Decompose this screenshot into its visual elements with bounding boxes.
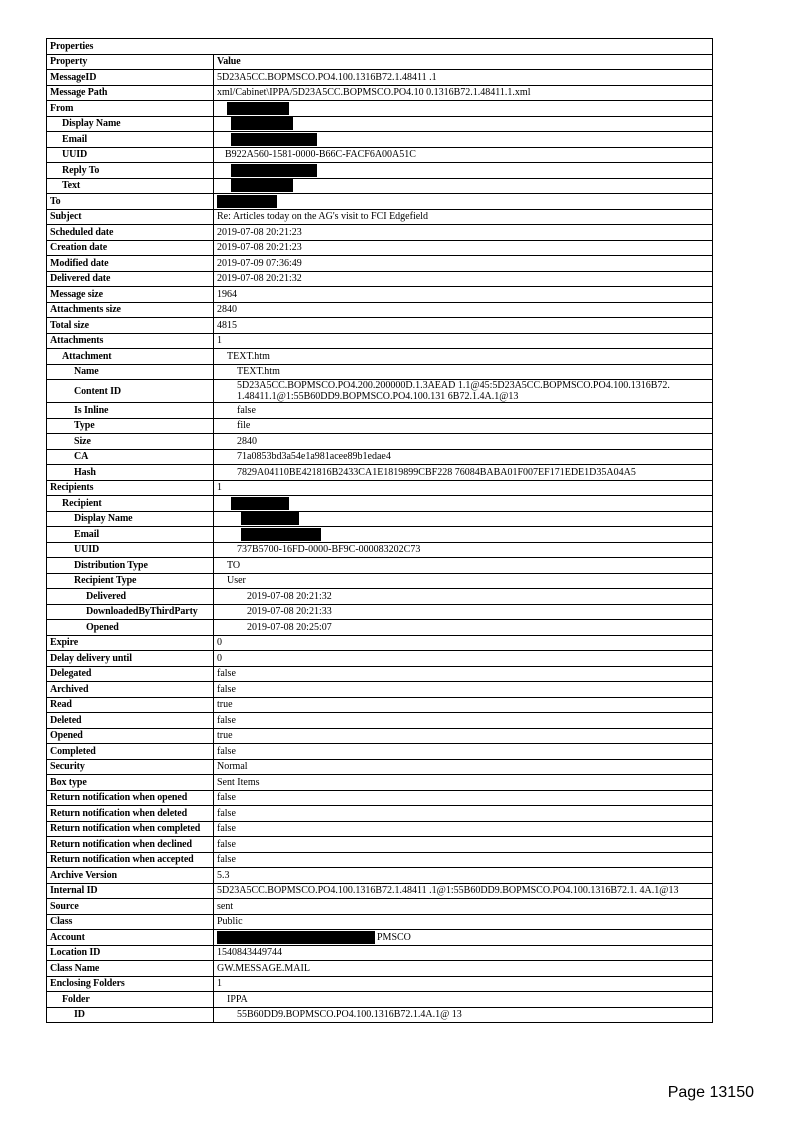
page-number: Page 13150 (667, 1084, 754, 1101)
table-row (47, 132, 713, 148)
property-value: IPPA (214, 992, 713, 1008)
table-row (47, 434, 713, 450)
table-row (47, 209, 713, 225)
table-row (47, 852, 713, 868)
redaction-bar (231, 133, 317, 146)
property-name: Location ID (47, 945, 214, 961)
property-name: Email (47, 527, 214, 543)
property-value: file (214, 418, 713, 434)
table-row (47, 713, 713, 729)
property-value: 5D23A5CC.BOPMSCO.PO4.100.1316B72.1.48411 .1 (214, 70, 713, 86)
property-name: Hash (47, 465, 214, 481)
property-value: 5D23A5CC.BOPMSCO.PO4.200.200000D.1.3AEAD 1.1@45:5D23A5CC.BOPMSCO.PO4.100.1316B72. 1.48411.1@1:55B60DD9.BOPMSCO.PO4.100.131 6B72.1.4A.1@13 (214, 380, 713, 403)
property-name: Creation date (47, 240, 214, 256)
property-name: Delay delivery until (47, 651, 214, 667)
table-row (47, 651, 713, 667)
property-value: 0 (214, 635, 713, 651)
table-row (47, 85, 713, 101)
redaction-bar (217, 195, 277, 208)
property-name: Expire (47, 635, 214, 651)
property-name: Modified date (47, 256, 214, 272)
property-value: User (214, 573, 713, 589)
property-name: Is Inline (47, 403, 214, 419)
property-name: Name (47, 364, 214, 380)
property-value: false (214, 403, 713, 419)
property-name: DownloadedByThirdParty (47, 604, 214, 620)
property-value: 2019-07-09 07:36:49 (214, 256, 713, 272)
table-row (47, 682, 713, 698)
table-row (47, 1007, 713, 1023)
redaction-bar (241, 512, 299, 525)
table-row (47, 589, 713, 605)
property-value: false (214, 821, 713, 837)
table-row (47, 697, 713, 713)
property-name: Archived (47, 682, 214, 698)
property-value (214, 930, 713, 946)
table-row (47, 635, 713, 651)
table-row (47, 868, 713, 884)
property-name: Content ID (47, 380, 214, 403)
redaction-bar (227, 102, 289, 115)
property-value: xml/Cabinet\IPPA/5D23A5CC.BOPMSCO.PO4.10 0.1316B72.1.48411.1.xml (214, 85, 713, 101)
header-property: Property (47, 54, 214, 70)
table-title: Properties (47, 39, 713, 55)
property-name: Attachments size (47, 302, 214, 318)
table-row (47, 465, 713, 481)
property-value: 2019-07-08 20:21:32 (214, 589, 713, 605)
property-name: Type (47, 418, 214, 434)
property-name: ID (47, 1007, 214, 1023)
table-row (47, 945, 713, 961)
property-name: To (47, 194, 214, 210)
property-name: Message Path (47, 85, 214, 101)
property-value: true (214, 697, 713, 713)
property-name: CA (47, 449, 214, 465)
property-name: Account (47, 930, 214, 946)
table-row (47, 976, 713, 992)
table-row (47, 496, 713, 512)
table-row (47, 240, 713, 256)
property-value: 2019-07-08 20:25:07 (214, 620, 713, 636)
table-row (47, 364, 713, 380)
property-name: Return notification when accepted (47, 852, 214, 868)
table-row (47, 225, 713, 241)
property-value: 2019-07-08 20:21:33 (214, 604, 713, 620)
property-value: false (214, 682, 713, 698)
property-value: 1 (214, 333, 713, 349)
property-name: Opened (47, 728, 214, 744)
property-value: 5.3 (214, 868, 713, 884)
property-name: Scheduled date (47, 225, 214, 241)
redaction-bar (241, 528, 321, 541)
redaction-bar (231, 497, 289, 510)
property-value: 737B5700-16FD-0000-BF9C-000083202C73 (214, 542, 713, 558)
table-row (47, 992, 713, 1008)
table-row (47, 961, 713, 977)
account-value-text: PMSCO (377, 931, 411, 943)
property-value: false (214, 713, 713, 729)
property-value: Sent Items (214, 775, 713, 791)
property-value (214, 101, 713, 117)
property-value: 4815 (214, 318, 713, 334)
property-name: Recipient Type (47, 573, 214, 589)
property-value: Normal (214, 759, 713, 775)
table-row (47, 70, 713, 86)
table-row (47, 333, 713, 349)
table-row (47, 573, 713, 589)
table-row (47, 318, 713, 334)
property-value: 2840 (214, 434, 713, 450)
table-row (47, 287, 713, 303)
property-name: Enclosing Folders (47, 976, 214, 992)
property-name: Size (47, 434, 214, 450)
property-value: 0 (214, 651, 713, 667)
property-value: 2019-07-08 20:21:32 (214, 271, 713, 287)
property-name: Archive Version (47, 868, 214, 884)
table-title-row (47, 39, 713, 55)
redaction-bar (231, 164, 317, 177)
table-row (47, 620, 713, 636)
table-row (47, 930, 713, 946)
property-name: Box type (47, 775, 214, 791)
table-header-row (47, 54, 713, 70)
property-value (214, 527, 713, 543)
property-name: Completed (47, 744, 214, 760)
property-value: false (214, 806, 713, 822)
table-row (47, 178, 713, 194)
table-row (47, 403, 713, 419)
property-name: Total size (47, 318, 214, 334)
table-row (47, 116, 713, 132)
property-value: false (214, 744, 713, 760)
property-value: B922A560-1581-0000-B66C-FACF6A00A51C (214, 147, 713, 163)
table-row (47, 527, 713, 543)
table-row (47, 558, 713, 574)
table-row (47, 914, 713, 930)
table-row (47, 759, 713, 775)
property-name: Return notification when declined (47, 837, 214, 853)
property-value: 1964 (214, 287, 713, 303)
property-value: 71a0853bd3a54e1a981acee89b1edae4 (214, 449, 713, 465)
property-name: UUID (47, 147, 214, 163)
property-name: Text (47, 178, 214, 194)
property-value: Public (214, 914, 713, 930)
property-name: Return notification when completed (47, 821, 214, 837)
table-row (47, 899, 713, 915)
property-value (214, 178, 713, 194)
property-name: Reply To (47, 163, 214, 179)
property-value: 1540843449744 (214, 945, 713, 961)
table-row (47, 101, 713, 117)
property-value: 1 (214, 976, 713, 992)
table-row (47, 790, 713, 806)
property-name: Subject (47, 209, 214, 225)
property-name: Internal ID (47, 883, 214, 899)
table-row (47, 744, 713, 760)
table-row (47, 821, 713, 837)
table-row (47, 728, 713, 744)
property-value (214, 132, 713, 148)
property-value: 2840 (214, 302, 713, 318)
property-value (214, 163, 713, 179)
table-row (47, 666, 713, 682)
redaction-bar (231, 179, 293, 192)
property-name: Return notification when opened (47, 790, 214, 806)
property-name: Class (47, 914, 214, 930)
property-value: true (214, 728, 713, 744)
property-value: false (214, 666, 713, 682)
table-row (47, 806, 713, 822)
property-value: sent (214, 899, 713, 915)
table-row (47, 147, 713, 163)
table-row (47, 194, 713, 210)
table-row (47, 837, 713, 853)
property-value: GW.MESSAGE.MAIL (214, 961, 713, 977)
property-name: Delegated (47, 666, 214, 682)
property-value: TEXT.htm (214, 364, 713, 380)
property-name: Return notification when deleted (47, 806, 214, 822)
table-row (47, 449, 713, 465)
property-name: From (47, 101, 214, 117)
header-value: Value (214, 54, 713, 70)
property-name: Display Name (47, 116, 214, 132)
property-name: Source (47, 899, 214, 915)
property-value (214, 116, 713, 132)
property-value (214, 511, 713, 527)
property-value: false (214, 790, 713, 806)
property-name: Display Name (47, 511, 214, 527)
table-row (47, 542, 713, 558)
property-name: Attachments (47, 333, 214, 349)
table-row (47, 883, 713, 899)
property-name: MessageID (47, 70, 214, 86)
property-value: TO (214, 558, 713, 574)
property-name: Delivered date (47, 271, 214, 287)
property-value: 55B60DD9.BOPMSCO.PO4.100.1316B72.1.4A.1@ 13 (214, 1007, 713, 1023)
redaction-bar (217, 931, 375, 944)
property-value: 2019-07-08 20:21:23 (214, 225, 713, 241)
property-value: 7829A04110BE421816B2433CA1E1819899CBF228 76084BABA01F007EF171EDE1D35A04A5 (214, 465, 713, 481)
property-name: Recipient (47, 496, 214, 512)
property-name: Opened (47, 620, 214, 636)
property-name: Deleted (47, 713, 214, 729)
table-row (47, 349, 713, 365)
property-name: Read (47, 697, 214, 713)
table-row (47, 480, 713, 496)
property-value: 5D23A5CC.BOPMSCO.PO4.100.1316B72.1.48411 .1@1:55B60DD9.BOPMSCO.PO4.100.1316B72.1. 4A.1@13 (214, 883, 713, 899)
table-row (47, 271, 713, 287)
table-row (47, 775, 713, 791)
table-row (47, 163, 713, 179)
property-value: false (214, 852, 713, 868)
table-row (47, 511, 713, 527)
property-name: Message size (47, 287, 214, 303)
property-name: Recipients (47, 480, 214, 496)
redaction-bar (231, 117, 293, 130)
property-value (214, 496, 713, 512)
table-row (47, 256, 713, 272)
table-row (47, 380, 713, 403)
property-value: Re: Articles today on the AG's visit to FCI Edgefield (214, 209, 713, 225)
property-value: 1 (214, 480, 713, 496)
property-value: false (214, 837, 713, 853)
table-row (47, 418, 713, 434)
property-value (214, 194, 713, 210)
property-name: Delivered (47, 589, 214, 605)
property-value: TEXT.htm (214, 349, 713, 365)
property-name: Email (47, 132, 214, 148)
properties-table (46, 38, 713, 1023)
property-value: 2019-07-08 20:21:23 (214, 240, 713, 256)
table-row (47, 302, 713, 318)
property-name: Folder (47, 992, 214, 1008)
property-name: Security (47, 759, 214, 775)
property-name: Attachment (47, 349, 214, 365)
property-name: UUID (47, 542, 214, 558)
property-name: Class Name (47, 961, 214, 977)
property-name: Distribution Type (47, 558, 214, 574)
table-row (47, 604, 713, 620)
